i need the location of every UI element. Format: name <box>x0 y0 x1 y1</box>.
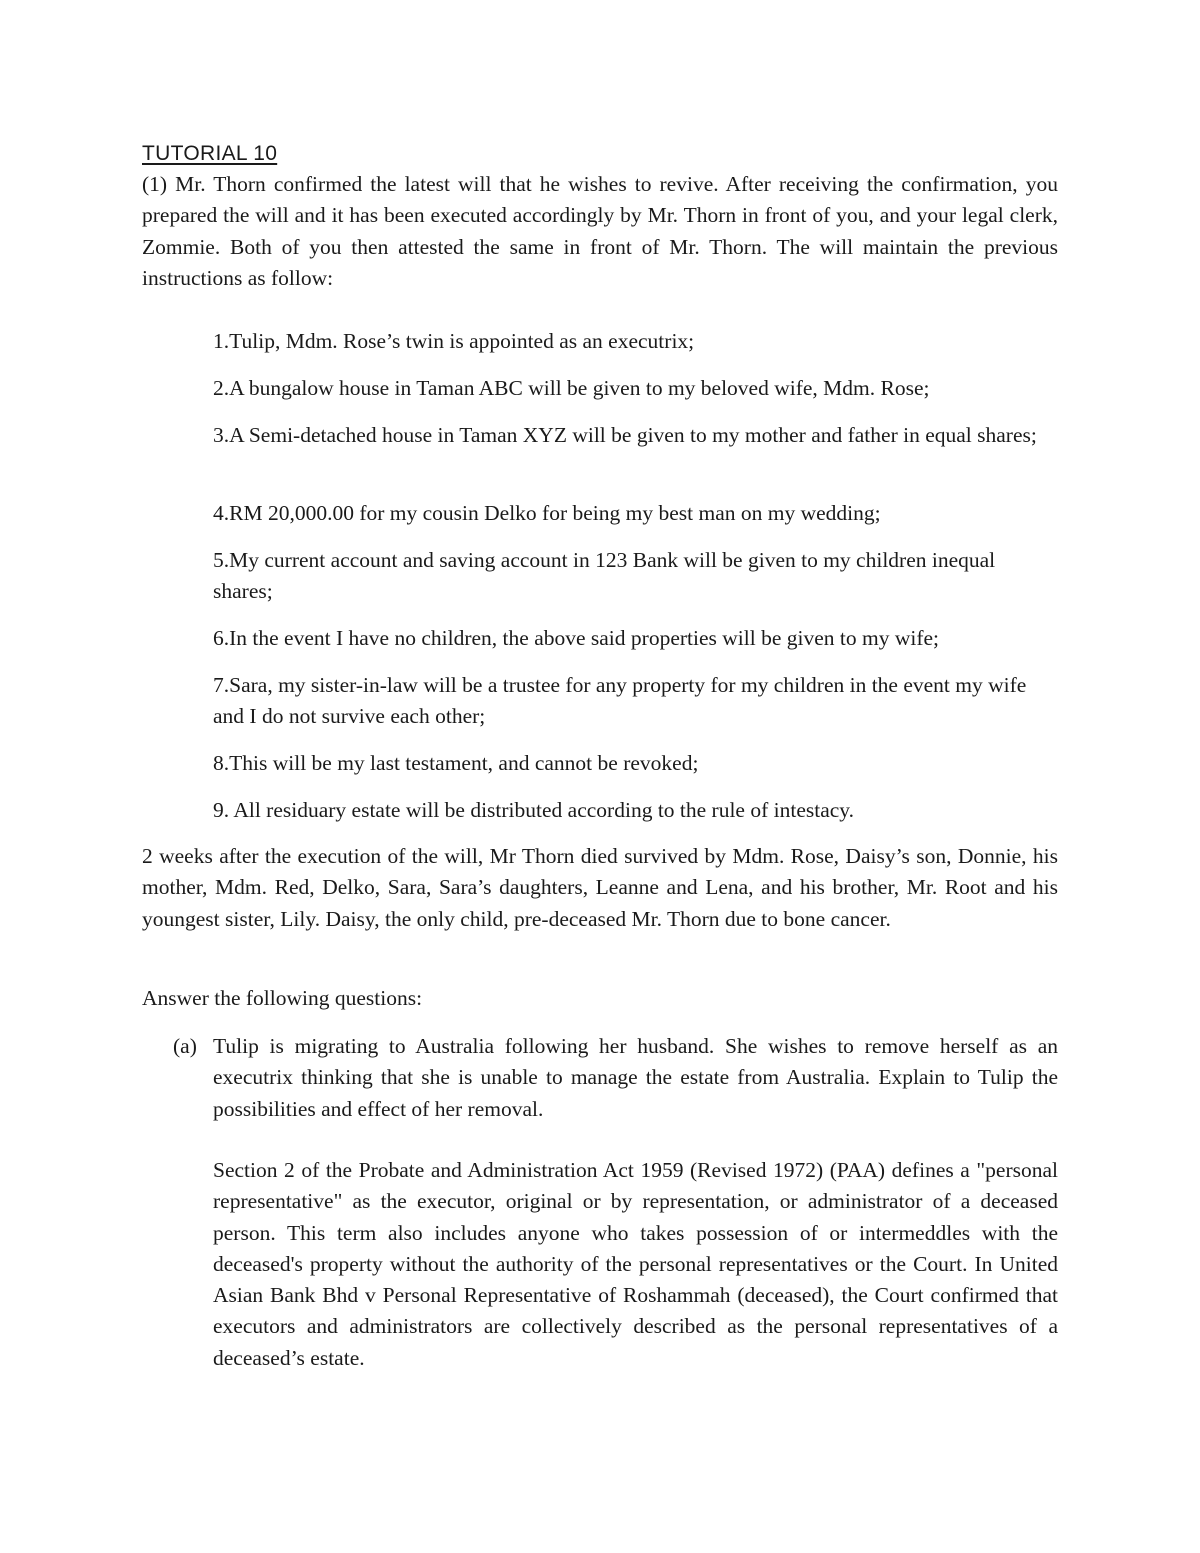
questions-prompt: Answer the following questions: <box>142 986 423 1010</box>
question-a-marker: (a) <box>173 1034 197 1058</box>
question-a-answer: Section 2 of the Probate and Administration Act 1959 (Revised 1972) (PAA) defines a "personal representative" as the executor, original or by representation, or administrator of a deceased person. This term also includes anyone who takes possession of or intermeddles with the deceased's property without the authority of the personal representatives or the Court. In United Asian Bank Bhd v Personal Representative of Roshammah (deceased), the Court confirmed that executors and administrators are collectively described as the personal representatives of a deceased’s estate. <box>213 1158 1058 1370</box>
will-instruction-9: 9. All residuary estate will be distributed according to the rule of intestacy. <box>213 798 855 822</box>
will-instruction-8: 8.This will be my last testament, and cannot be revoked; <box>213 751 699 775</box>
intro-paragraph: (1) Mr. Thorn confirmed the latest will that he wishes to revive. After receiving the confirmation, you prepared the will and it has been executed accordingly by Mr. Thorn in front of you, and your legal clerk, Zommie. Both of you then attested the same in front of Mr. Thorn. The will maintain the previous instructions as follow: <box>142 172 1058 290</box>
facts-paragraph: 2 weeks after the execution of the will, Mr Thorn died survived by Mdm. Rose, Daisy’s son, Donnie, his mother, Mdm. Red, Delko, Sara, Sara’s daughters, Leanne and Lena, and his brother, Mr. Root and his youngest sister, Lily. Daisy, the only child, pre-deceased Mr. Thorn due to bone cancer. <box>142 844 1058 931</box>
will-instruction-6: 6.In the event I have no children, the above said properties will be given to my wife; <box>213 626 940 650</box>
question-a-text: Tulip is migrating to Australia following her husband. She wishes to remove herself as an executrix thinking that she is unable to manage the estate from Australia. Explain to Tulip the possibilities and effect of her removal. <box>213 1034 1058 1121</box>
will-instruction-5: 5.My current account and saving account in 123 Bank will be given to my children inequal shares; <box>213 548 996 604</box>
will-instruction-1: 1.Tulip, Mdm. Rose’s twin is appointed as an executrix; <box>213 329 695 353</box>
will-instruction-4: 4.RM 20,000.00 for my cousin Delko for being my best man on my wedding; <box>213 501 881 525</box>
will-instruction-7: 7.Sara, my sister-in-law will be a trustee for any property for my children in the event my wife and I do not survive each other; <box>213 673 1027 729</box>
will-instruction-3: 3.A Semi-detached house in Taman XYZ will be given to my mother and father in equal shares; <box>213 423 1037 447</box>
will-instruction-2: 2.A bungalow house in Taman ABC will be given to my beloved wife, Mdm. Rose; <box>213 376 930 400</box>
page-title: TUTORIAL 10 <box>142 142 278 165</box>
